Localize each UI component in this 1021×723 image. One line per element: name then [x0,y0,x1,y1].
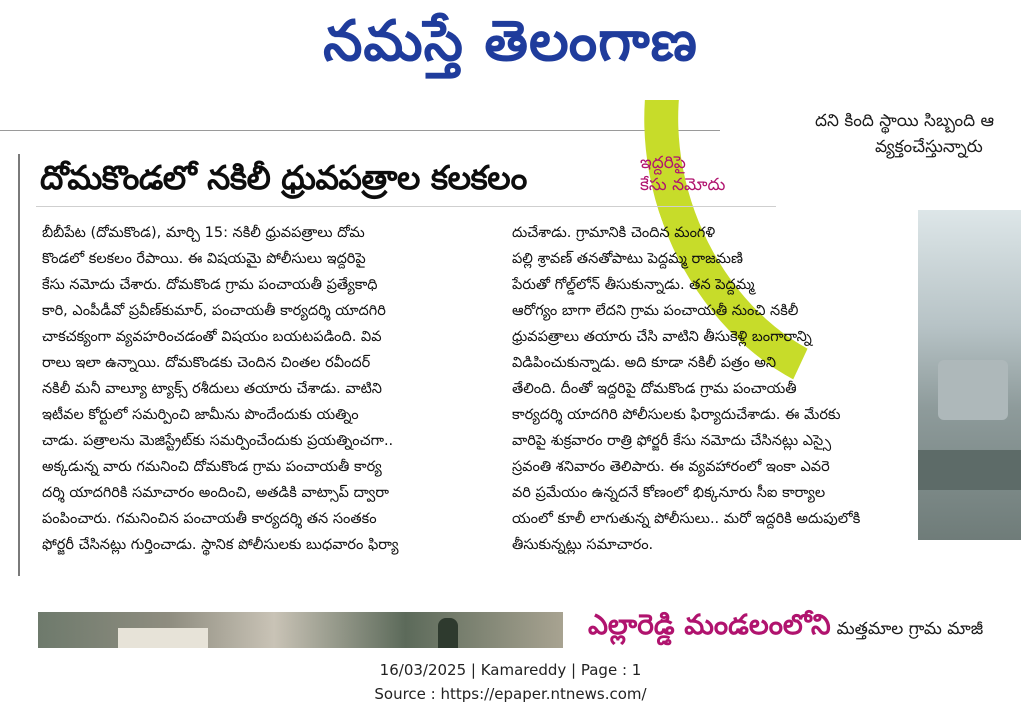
article-line: కేసు నమోదు చేశారు. దోమకొండ గ్రామ పంచాయతీ ప్రత్యేకాధి [42,277,378,293]
kicker-line: కేసు నమోదు [640,175,726,195]
article-line: పేరుతో గోల్డ్‌లోన్ తీసుకున్నాడు. తన పెద్దమ్మ [512,277,755,293]
article-line: యంలో కూలీ లాగుతున్న పోలీసులు.. మరో ఇద్దరికి అదుపులోకి [512,511,861,527]
article-line: స్రవంతి శనివారం తెలిపారు. ఈ వ్యవహారంలో ఇంకా ఎవరె [512,459,830,475]
newspaper-clipping [0,100,1021,648]
page-footer [0,658,1021,706]
article-line: తీసుకున్నట్లు సమాచారం. [512,537,654,553]
article-line: చాకచక్యంగా వ్యవహరించడంతో విషయం బయటపడింది. వివ [42,329,382,345]
article-line: దర్శి యాదగిరికి సమాచారం అందించి, అతడికి వాట్సాప్ ద్వారా [42,485,389,501]
article-line: పంపించారు. గమనించిన పంచాయతీ కార్యదర్శి తన సంతకం [42,511,377,527]
photo-detail [938,360,1008,420]
article-line: అక్కడున్న వారు గమనించి దోమకొండ గ్రామ పంచాయతీ కార్య [42,459,382,475]
article-line: చాడు. పత్రాలను మెజిస్ట్రేట్‌కు సమర్పించేందుకు ప్రయత్నించగా.. [42,433,394,449]
column-rule [18,154,20,576]
bottom-headline-subtext: మత్తమాల గ్రామ మాజీ [836,619,984,639]
article-line: పల్లి శ్రావణ్ తనతోపాటు పెద్దమ్మ రాజమణి [512,251,744,267]
article-line: బీబీపేట (దోమకొండ), మార్చి 15: నకిలీ ధ్రువపత్రాలు దోమ [42,225,365,241]
article-line: రాలు ఇలా ఉన్నాయి. దోమకొండకు చెందిన చింతల రవీందర్ [42,355,371,371]
bottom-headline-text: ఎల్లారెడ్డి మండలంలోని [588,608,831,641]
adjacent-story-text [815,108,1021,160]
footer-source-link[interactable]: Source : https://epaper.ntnews.com/ [374,685,647,703]
photo-detail [118,628,208,648]
article-line: ఇటీవల కోర్టులో సమర్పించి జామీను పొందేందుకు యత్నిం [42,407,359,423]
photo-detail [438,618,458,648]
article-column-left [42,220,482,558]
headline-divider [36,206,776,207]
article-line: కారి, ఎంపీడీవో ప్రవీణ్‌కుమార్, పంచాయతీ కార్యదర్శి యాదగిరి [42,303,386,319]
article-line: నకిలీ మనీ వాల్యూ ట్యాక్స్ రశీదులు తయారు చేశాడు. వాటిని [42,381,382,397]
article-line: వరి ప్రమేయం ఉన్నదనే కోణంలో భిక్కనూరు సీఐ కార్యాల [512,485,826,501]
article-line: వారిపై శుక్రవారం రాత్రి ఫోర్జరీ కేసు నమోదు చేసినట్లు ఎస్సై [512,433,832,449]
article-column-right [512,220,937,558]
bottom-story-photo [38,612,563,648]
side-text-line: దని కింది స్థాయి సిబ్బంది ఆ [815,111,995,131]
article-headline: దోమకొండలో నకిలీ ధ్రువపత్రాల కలకలం [40,158,527,197]
kicker-line: ఇద్దరిపై [640,153,686,173]
article-line: ధ్రువపత్రాలు తయారు చేసి వాటిని తీసుకెళ్లి బంగారాన్ని [512,329,812,345]
article-line: విడిపించుకున్నాడు. అది కూడా నకిలీ పత్రం అని [512,355,777,371]
newspaper-logo: నమస్తే తెలంగాణ [323,8,698,74]
article-line: ఆరోగ్యం బాగా లేదని గ్రామ పంచాయతీ నుంచి నకిలీ [512,303,799,319]
previous-article-strip [0,100,720,131]
side-text-line: వ్యక్తంచేస్తున్నారు [875,137,983,157]
article-line: కొండలో కలకలం రేపాయి. ఈ విషయమై పోలీసులు ఇద్దరిపై [42,251,366,267]
article-line: ఫోర్జరీ చేసినట్లు గుర్తించాడు. స్థానిక పోలీసులకు బుధవారం ఫిర్యా [42,537,399,553]
article-line: కార్యదర్శి యాదగిరి పోలీసులకు ఫిర్యాదుచేశాడు. ఈ మేరకు [512,407,841,423]
footer-date-edition: 16/03/2025 | Kamareddy | Page : 1 [379,661,642,679]
article-line: తేలింది. దీంతో ఇద్దరిపై దోమకొండ గ్రామ పంచాయతీ [512,381,797,397]
article-kicker [640,152,760,196]
article-line: దుచేశాడు. గ్రామానికి చెందిన మంగళి [512,225,716,241]
masthead [0,0,1021,96]
bottom-story-headline [588,608,983,648]
